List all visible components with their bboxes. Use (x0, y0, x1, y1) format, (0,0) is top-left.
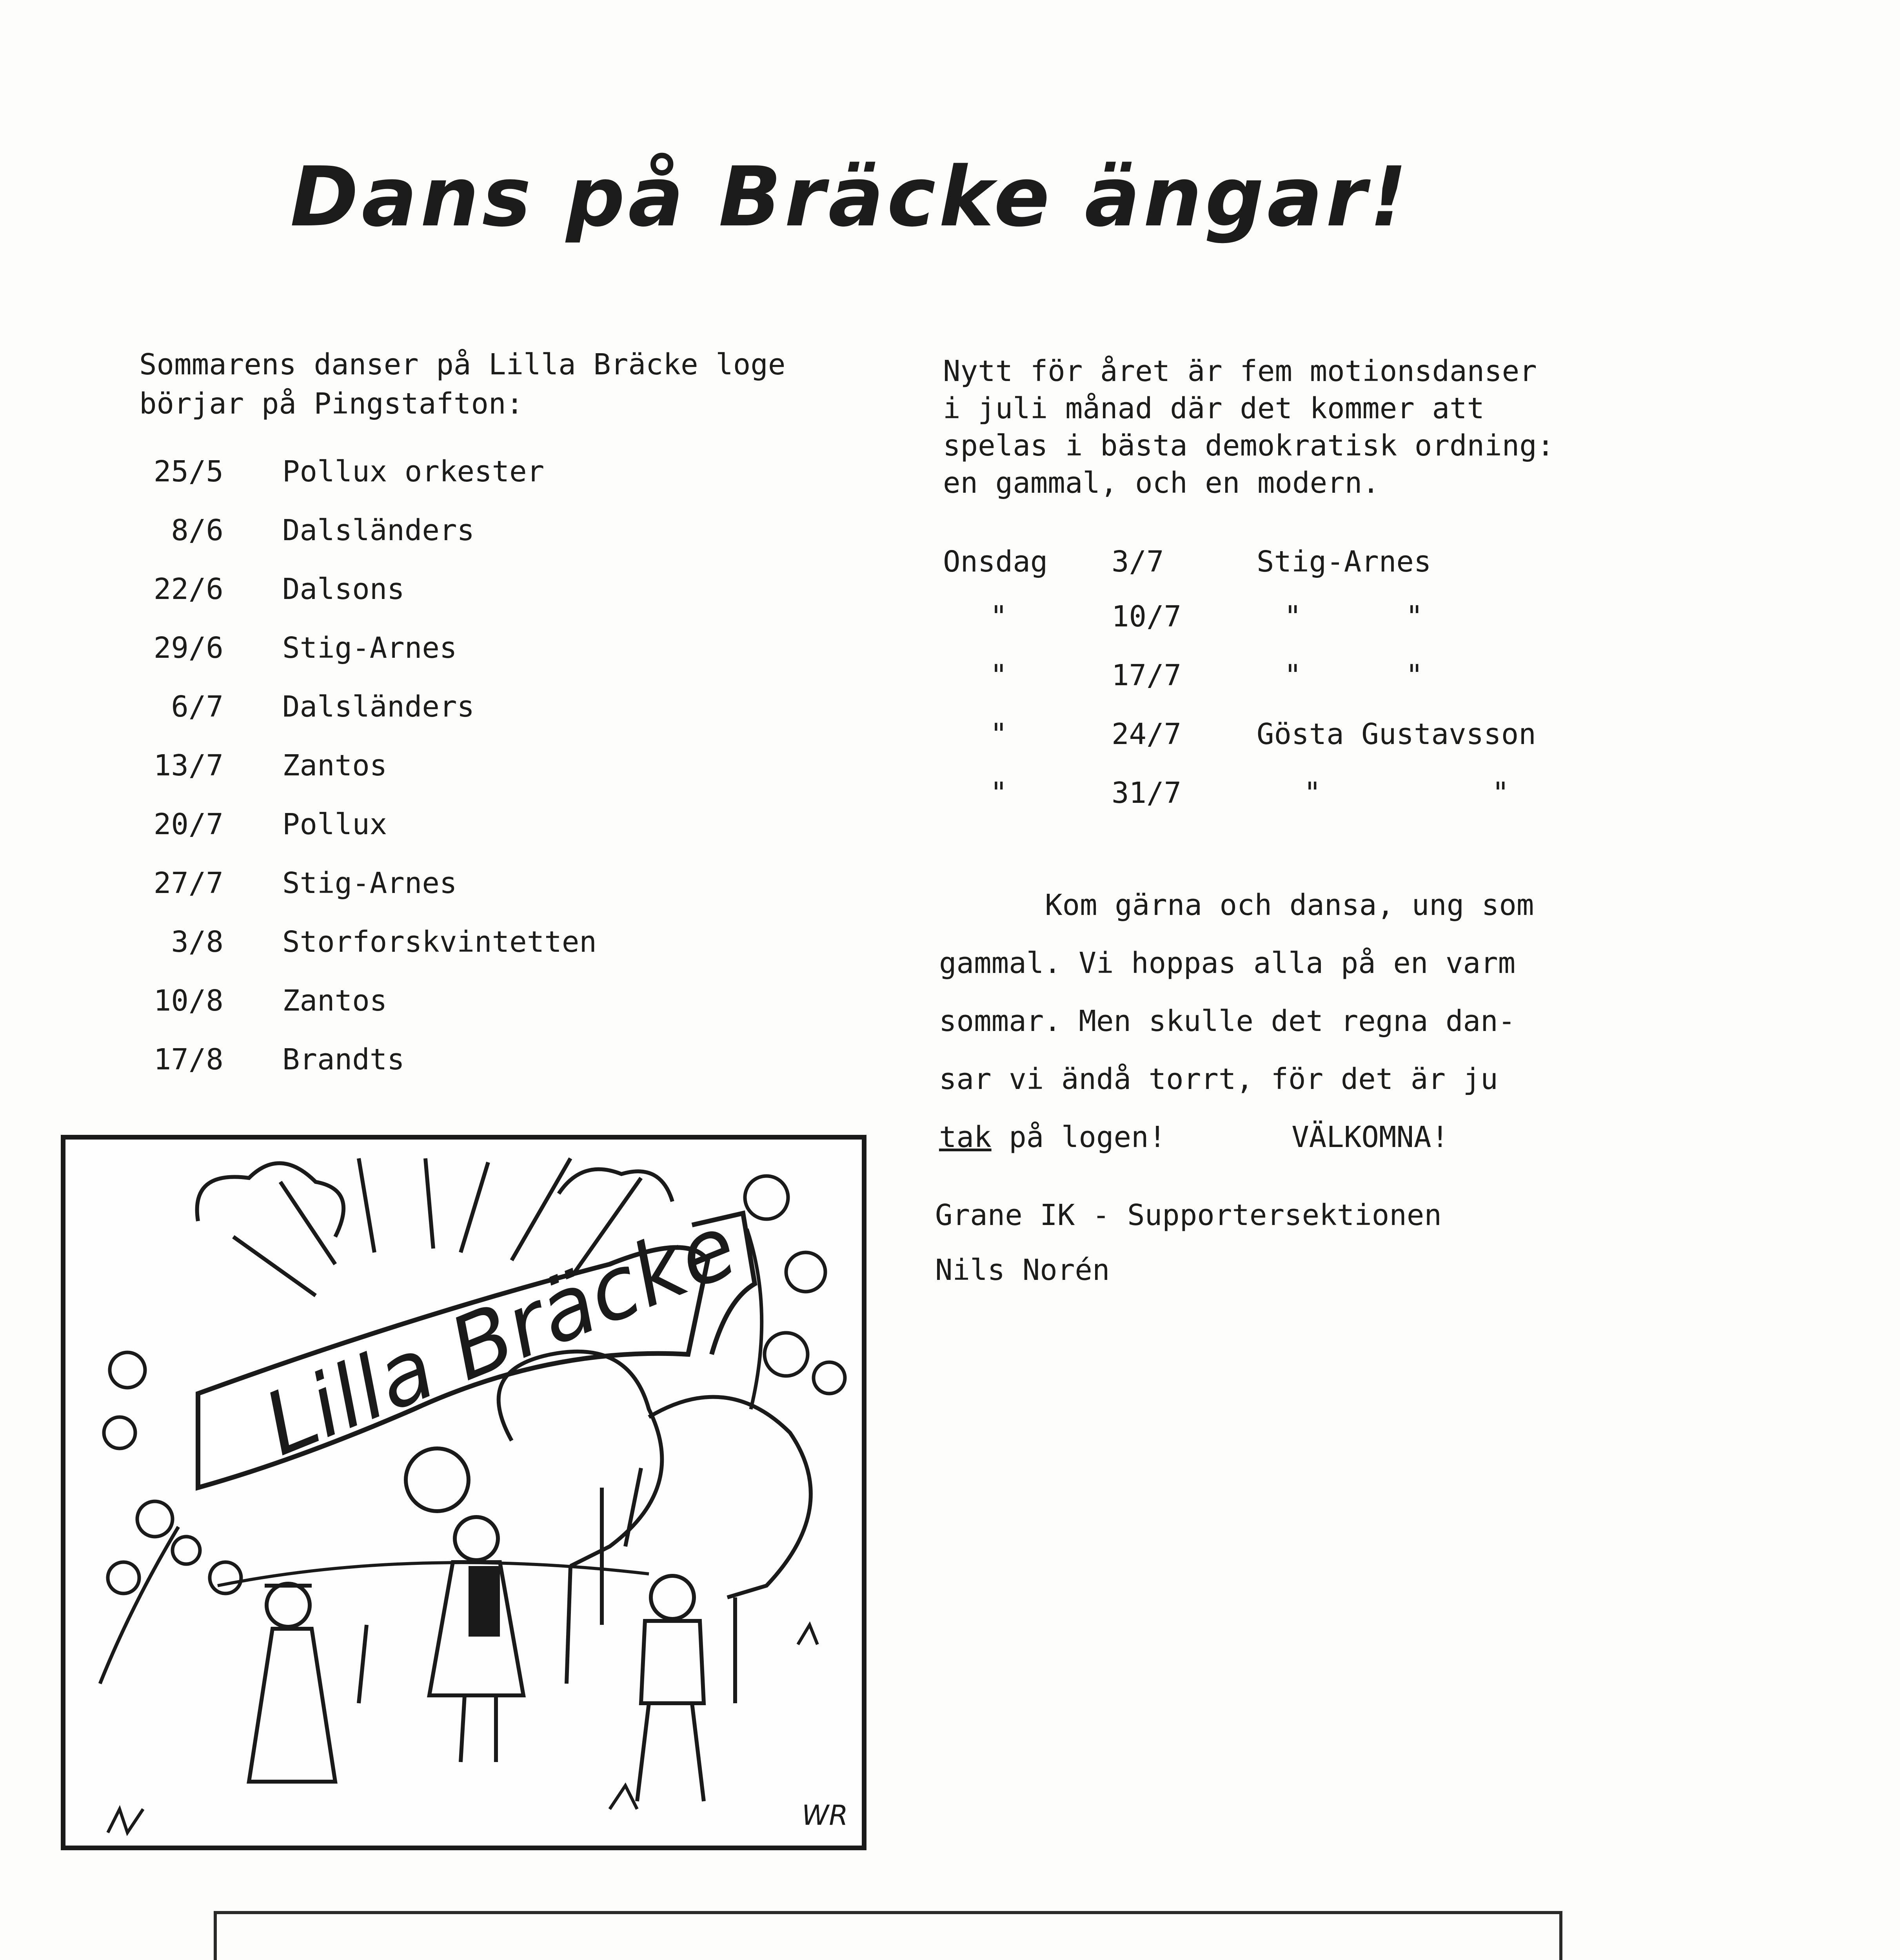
schedule-date: 3/8 (171, 925, 223, 959)
motion-date: 10/7 (1112, 600, 1182, 633)
intro-line: Nytt för året är fem motionsdanser (943, 354, 1537, 388)
signature-org: Grane IK - Supportersektionen (935, 1198, 1442, 1232)
intro-line: spelas i bästa demokratisk ordning: (943, 429, 1555, 463)
motion-date: 31/7 (1112, 776, 1182, 810)
motion-band: " (1304, 776, 1321, 810)
schedule-band: Dalsländers (282, 514, 475, 547)
para-line: sar vi ändå torrt, för det är ju (939, 1062, 1498, 1096)
page-title: Dans på Bräcke ängar! (290, 149, 1410, 245)
signature (935, 1188, 1442, 1298)
motion-band: Gösta Gustavsson (1257, 717, 1536, 751)
motion-band: " (1284, 659, 1302, 692)
motion-day: " (990, 659, 1008, 692)
schedule-band: Zantos (282, 984, 387, 1018)
schedule-band: Stig-Arnes (282, 631, 457, 665)
motion-extra: " (1406, 600, 1423, 633)
schedule-band: Storforskvintetten (282, 925, 597, 959)
motion-band: Stig-Arnes (1257, 545, 1431, 579)
motion-extra: " (1492, 776, 1509, 810)
schedule-band: Brandts (282, 1043, 405, 1076)
lilla-bracke-illustration (61, 1135, 866, 1850)
artist-initials: WR (802, 1799, 848, 1831)
motion-day: " (990, 717, 1008, 751)
para-line: sommar. Men skulle det regna dan- (939, 1004, 1516, 1038)
schedule-band: Dalsländers (282, 690, 475, 724)
intro-line: en gammal, och en modern. (943, 466, 1380, 500)
schedule-date: 13/7 (153, 749, 223, 782)
para-last-line (939, 1108, 1660, 1166)
schedule-date: 6/7 (171, 690, 223, 724)
para-line: gammal. Vi hoppas alla på en varm (939, 946, 1516, 980)
motion-day: " (990, 776, 1008, 810)
schedule-band: Pollux (282, 808, 387, 841)
schedule-date: 20/7 (153, 808, 223, 841)
motion-date: 17/7 (1112, 659, 1182, 692)
signature-name: Nils Norén (935, 1253, 1110, 1287)
schedule-date: 8/6 (171, 514, 223, 547)
intro-line: i juli månad där det kommer att (943, 392, 1485, 425)
invitation-paragraph (939, 876, 1660, 1166)
underlined-word: tak (939, 1120, 992, 1154)
schedule-date: 27/7 (153, 866, 223, 900)
schedule-date: 29/6 (153, 631, 223, 665)
intro-text: Sommarens danser på Lilla Bräcke loge börjar på Pingstafton: (139, 348, 786, 421)
welcome-text: VÄLKOMNA! (1291, 1120, 1449, 1154)
schedule-date: 10/8 (153, 984, 223, 1018)
schedule-band: Dalsons (282, 572, 405, 606)
schedule-date: 25/5 (153, 455, 223, 488)
schedule-band: Zantos (282, 749, 387, 782)
motion-date: 3/7 (1112, 545, 1164, 579)
motion-date: 24/7 (1112, 717, 1182, 751)
right-intro (943, 353, 1727, 502)
motion-day: " (990, 600, 1008, 633)
para-line-rest: på logen! (991, 1120, 1166, 1154)
para-line: Kom gärna och dansa, ung som (1045, 888, 1534, 922)
schedule-band: Pollux orkester (282, 455, 545, 488)
schedule-band: Stig-Arnes (282, 866, 457, 900)
motion-band: " (1284, 600, 1302, 633)
schedule-date: 22/6 (153, 572, 223, 606)
motion-day: Onsdag (943, 545, 1048, 579)
advertisement-box (214, 1911, 1562, 1960)
schedule-date: 17/8 (153, 1043, 223, 1076)
motion-extra: " (1406, 659, 1423, 692)
banner-text: Lilla Bräcke (250, 1195, 750, 1475)
